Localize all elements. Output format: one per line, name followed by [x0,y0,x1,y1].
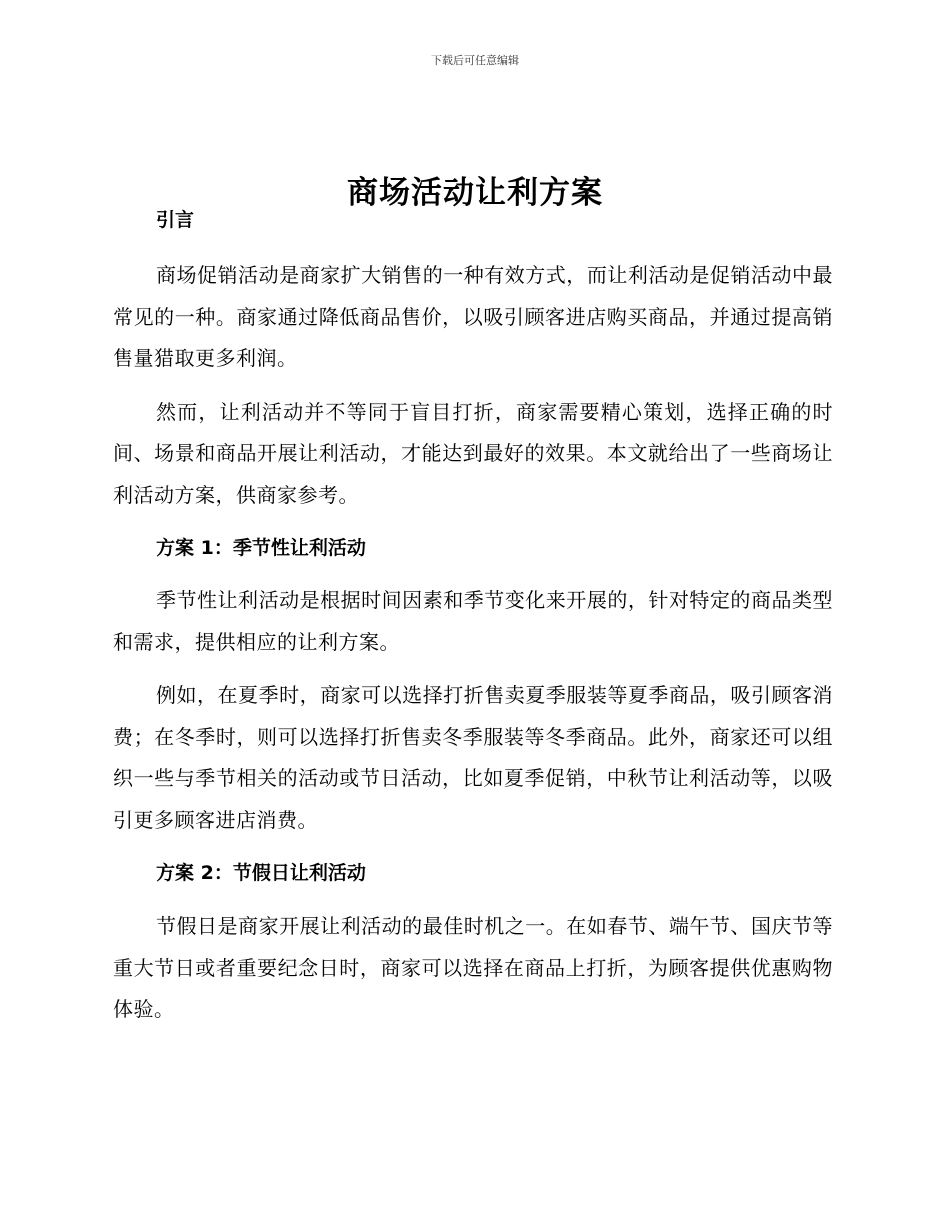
document-body [113,200,833,1031]
paragraph: 例如，在夏季时，商家可以选择打折售卖夏季服装等夏季商品，吸引顾客消费；在冬季时，则可以选择打折售卖冬季服装等冬季商品。此外，商家还可以组织一些与季节相关的活动或节日活动，比如夏季促销，中秋节让利活动等，以吸引更多顾客进店消费。 [113,683,833,832]
paragraph: 季节性让利活动是根据时间因素和季节变化来开展的，针对特定的商品类型和需求，提供相应的让利方案。 [113,588,833,654]
paragraph: 商场促销活动是商家扩大销售的一种有效方式，而让利活动是促销活动中最常见的一种。商家通过降低商品售价，以吸引顾客进店购买商品，并通过提高销售量猎取更多利润。 [113,263,833,370]
header-note: 下载后可任意编辑 [431,54,519,67]
section-heading-plan-1: 方案 1：季节性让利活动 [156,537,366,559]
document-title: 商场活动让利方案 [347,174,603,211]
section-heading-intro: 引言 [156,209,195,231]
paragraph: 然而，让利活动并不等同于盲目打折，商家需要精心策划，选择正确的时间、场景和商品开展让利活动，才能达到最好的效果。本文就给出了一些商场让利活动方案，供商家参考。 [113,399,833,507]
paragraph: 节假日是商家开展让利活动的最佳时机之一。在如春节、端午节、国庆节等重大节日或者重要纪念日时，商家可以选择在商品上打折，为顾客提供优惠购物体验。 [113,914,833,1021]
section-heading-plan-2: 方案 2：节假日让利活动 [156,862,366,884]
